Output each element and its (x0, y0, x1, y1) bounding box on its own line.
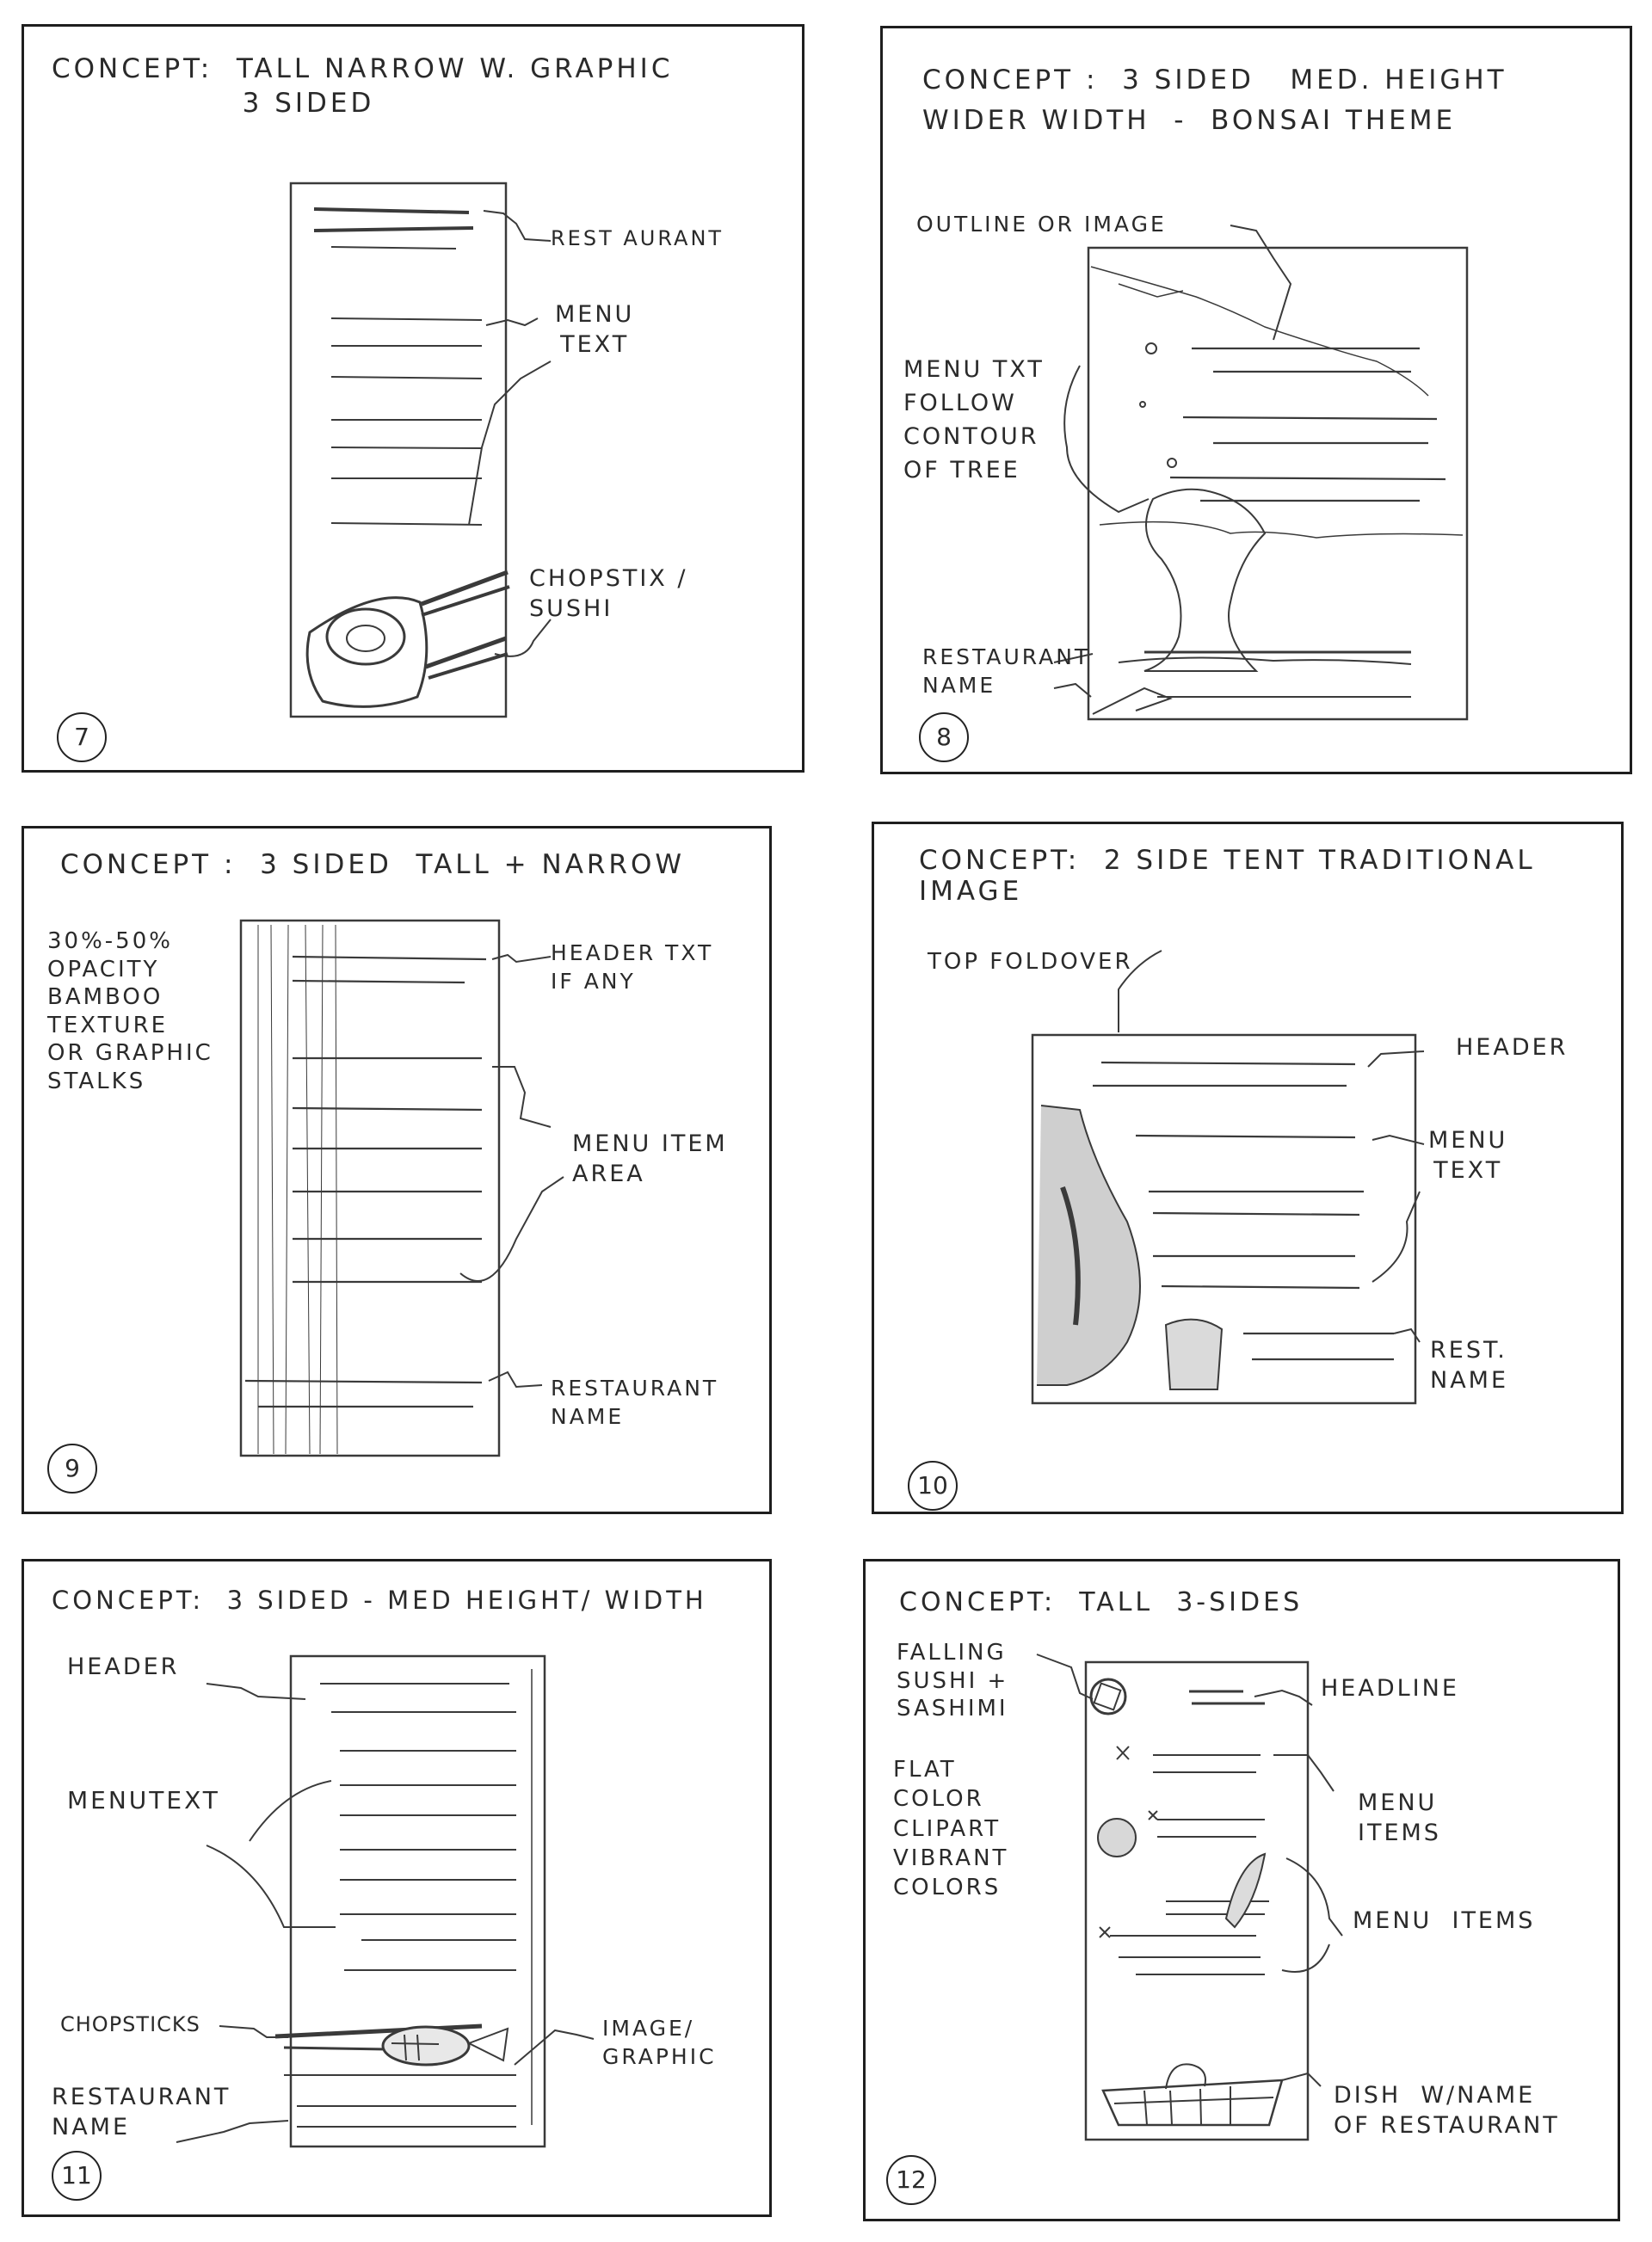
concept-panel-10 (872, 822, 1624, 1514)
panel-11-label-menu-text: MENUTEXT (67, 1786, 220, 1814)
panel-11-label-chopsticks: CHOPSTICKS (60, 2012, 200, 2036)
panel-11-label-restaurant: RESTAURANT NAME (52, 2084, 231, 2141)
panel-10-label-menu-text: MENU TEXT (1428, 1127, 1508, 1185)
panel-12-label-menu-items-2: MENU ITEMS (1353, 1907, 1536, 1934)
panel-12-number: 12 (886, 2155, 936, 2205)
panel-10-label-header: HEADER (1456, 1034, 1569, 1061)
panel-10-title: CONCEPT: 2 SIDE TENT TRADITIONAL IMAGE (919, 845, 1536, 907)
concept-panel-7 (22, 24, 804, 773)
panel-12-title: CONCEPT: TALL 3-SIDES (899, 1587, 1304, 1617)
panel-12-label-menu-items-1: MENU ITEMS (1358, 1789, 1441, 1847)
panel-7-label-menu-text: MENU TEXT (555, 301, 635, 359)
panel-12-label-style: FLAT COLOR CLIPART VIBRANT COLORS (893, 1757, 1009, 1901)
panel-10-label-foldover: TOP FOLDOVER (928, 949, 1133, 975)
panel-11-label-header: HEADER (67, 1654, 180, 1680)
panel-8-number: 8 (919, 712, 969, 762)
panel-11-title: CONCEPT: 3 SIDED - MED HEIGHT/ WIDTH (52, 1586, 707, 1615)
panel-11-number: 11 (52, 2151, 102, 2201)
panel-12-label-headline: HEADLINE (1321, 1675, 1459, 1702)
panel-9-number: 9 (47, 1444, 97, 1494)
panel-7-title: CONCEPT: TALL NARROW W. GRAPHIC 3 SIDED (52, 53, 674, 120)
panel-7-label-graphic: CHOPSTIX / SUSHI (529, 565, 688, 623)
panel-7-number: 7 (57, 712, 107, 762)
panel-8-label-outline: OUTLINE OR IMAGE (916, 212, 1167, 237)
panel-12-label-dish: DISH W/NAME OF RESTAURANT (1334, 2082, 1560, 2140)
panel-10-number: 10 (908, 1461, 958, 1511)
panel-8-title: CONCEPT : 3 SIDED MED. HEIGHT WIDER WIDTH - BONSAI THEME (922, 65, 1507, 136)
panel-9-label-restaurant: RESTAURANT NAME (551, 1376, 719, 1429)
panel-9-label-texture: 30%-50% OPACITY BAMBOO TEXTURE OR GRAPHIC STALKS (47, 928, 213, 1094)
panel-10-label-rest-name: REST. NAME (1430, 1337, 1509, 1395)
panel-8-label-menu-text: MENU TXT FOLLOW CONTOUR OF TREE (903, 356, 1045, 484)
panel-9-label-menu-area: MENU ITEM AREA (572, 1130, 728, 1188)
panel-7-label-restaurant: REST AURANT (551, 226, 724, 250)
panel-8-label-restaurant: RESTAURANT NAME (922, 644, 1091, 698)
panel-11-label-image: IMAGE/ GRAPHIC (602, 2016, 717, 2069)
panel-12-label-falling: FALLING SUSHI + SASHIMI (897, 1640, 1009, 1722)
panel-9-title: CONCEPT : 3 SIDED TALL + NARROW (60, 849, 686, 880)
panel-9-label-header: HEADER TXT IF ANY (551, 940, 714, 994)
